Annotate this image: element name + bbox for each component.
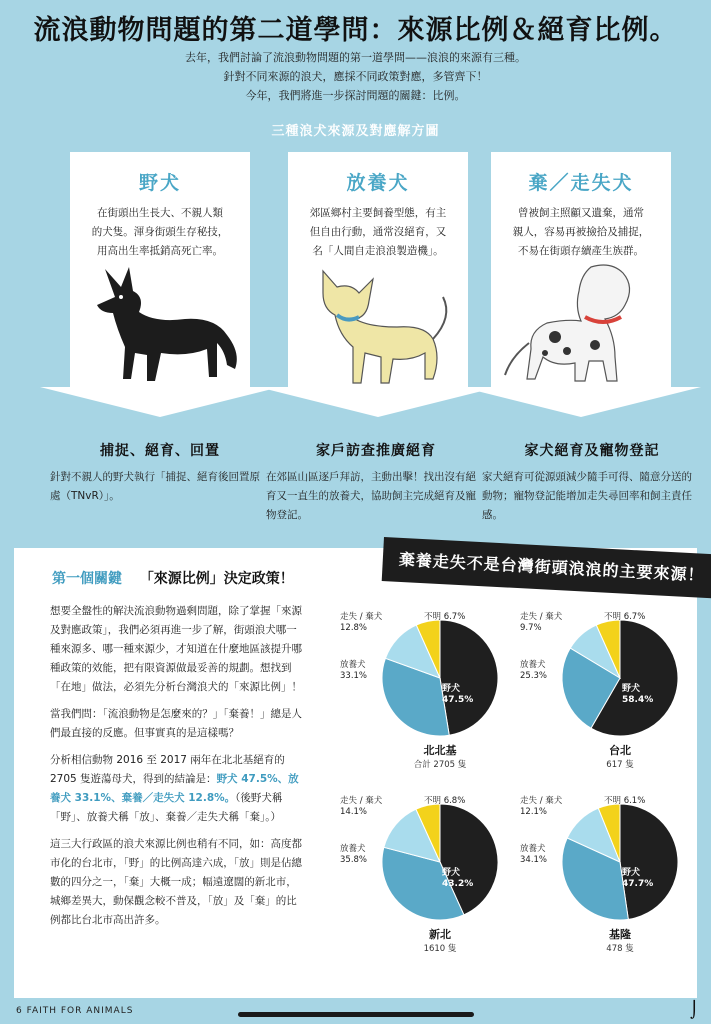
slice-name: 走失 / 棄犬: [340, 612, 383, 622]
slice-label: [520, 796, 562, 818]
slice-value: 43.2%: [442, 879, 474, 889]
slice-label: 不明 6.7%: [424, 612, 466, 622]
slice-name: 放養犬: [520, 844, 546, 854]
pie-chart-taipei: [520, 612, 690, 792]
source-name: 棄／走失犬: [528, 172, 634, 194]
panel-body-text: [50, 602, 302, 938]
slice-value: 14.1%: [340, 807, 368, 817]
slice-label: [340, 612, 382, 634]
solution-description: 在郊區山區逐戶拜訪，主動出擊！找出沒有絕育又一直生的放養犬，協助飼主完成絕育及寵物登記。: [266, 471, 476, 521]
solution-abandoned: [482, 440, 702, 525]
highlight-stats: 野犬 47.5%、放養犬 33.1%、棄養／走失犬 12.8%。: [50, 773, 299, 804]
slice-name: 放養犬: [340, 660, 366, 670]
desc-line: 在街頭出生長大、不親人類: [97, 207, 223, 219]
paragraph: 這三大行政區的浪犬來源比例也稍有不同，如：高度都市化的台北市，「野」的比例高達六成，「放」則是佔總數的四分之一，「棄」大概一成；幅遠遼闊的新北市，城鄉差異大，動保觀念較不普及，「放」及「棄」的比例都比台北市高出許多。: [50, 838, 302, 926]
slice-label: [520, 844, 547, 866]
pie-title: 北北基: [423, 744, 457, 757]
slice-name: 野犬: [622, 868, 641, 878]
slice-value: 47.7%: [622, 879, 654, 889]
footer-folio: 6 FAITH FOR ANIMALS: [16, 1006, 134, 1016]
solution-description: 家犬絕育可從源頭減少隨手可得、隨意分送的動物；寵物登記能增加走失尋回率和飼主責任感。: [482, 471, 692, 521]
pie-chart-keelung: [520, 796, 690, 976]
desc-line: 用高出生率抵銷高死亡率。: [97, 245, 223, 257]
intro-line: 去年，我們討論了流浪動物問題的第一道學問——浪浪的來源有三種。: [185, 51, 526, 64]
slice-name: 走失 / 棄犬: [520, 796, 563, 806]
pie-chart-north-total: [340, 612, 510, 792]
desc-line: 但自由行動，通常沒絕育，又: [309, 226, 447, 238]
slice-label: [340, 796, 382, 818]
slice-name: 放養犬: [520, 660, 546, 670]
pie-slice-0: [440, 620, 498, 735]
solution-title: 家犬絕育及寵物登記: [524, 443, 660, 459]
paragraph-text: （後野犬稱「野」、放養犬稱「放」、棄養／走失犬稱「棄」。）: [50, 792, 283, 823]
slice-label: [442, 684, 473, 706]
slice-label: [340, 660, 367, 682]
slice-value: 34.1%: [520, 855, 548, 865]
slice-name: 野犬: [442, 868, 461, 878]
slice-name: 走失 / 棄犬: [340, 796, 383, 806]
intro-text: [0, 48, 711, 105]
pie-slice-0: [620, 804, 678, 919]
desc-line: 的犬隻。渾身街頭生存秘技，: [91, 226, 229, 238]
intro-line: 針對不同來源的浪犬，應採不同政策對應，多管齊下！: [223, 70, 488, 83]
source-description: [40, 204, 280, 261]
paragraph: [50, 751, 302, 827]
pie-chart-new-taipei: [340, 796, 510, 976]
pie-total: 478 隻: [606, 944, 634, 954]
diagram-subheading: 三種浪犬來源及對應解方圖: [271, 124, 440, 139]
slice-value: 12.8%: [340, 623, 368, 633]
slice-value: 12.1%: [520, 807, 548, 817]
paragraph-text: 分析相信動物 2016 至 2017 兩年在北北基絕育的 2705 隻遊蕩母犬，得到的結論是：: [50, 754, 285, 785]
slice-label: [442, 868, 473, 890]
slice-label: [520, 612, 562, 634]
desc-line: 郊區鄉村主要飼養型態，有主: [309, 207, 447, 219]
slice-name: 野犬: [622, 684, 641, 694]
desc-line: 親人，容易再被撿拾及捕捉，: [512, 226, 650, 238]
black-dog-illustration: [75, 257, 245, 387]
slice-label: 不明 6.7%: [604, 612, 646, 622]
desc-line: 不易在街頭存續產生族群。: [518, 245, 644, 257]
source-name: 野犬: [138, 172, 181, 194]
headline-banner: 棄養走失不是台灣街頭浪浪的主要來源！: [382, 537, 711, 599]
slice-label: [520, 660, 547, 682]
pie-title: 新北: [429, 928, 451, 941]
pie-total: 617 隻: [606, 760, 634, 770]
key-title: 「來源比例」決定政策！: [139, 571, 294, 587]
slice-value: 25.3%: [520, 671, 548, 681]
solution-wild: [50, 440, 270, 506]
solution-title: 家戶訪查推廣絕育: [316, 443, 436, 459]
source-name: 放養犬: [346, 172, 410, 194]
source-card-wild: [40, 152, 280, 417]
paragraph: 想要全盤性的解決流浪動物過剩問題，除了掌握「來源及對應政策」，我們必須再進一步了解，街頭浪犬哪一種來源多、哪一種來源少，才知道在什麼地區該提升哪種政策的效能，把有限資源做最妥善的規劃。想找到「在地」做法，必須先分析台灣浪犬的「來源比例」！: [50, 605, 302, 693]
slice-value: 9.7%: [520, 623, 542, 633]
slice-value: 58.4%: [622, 695, 654, 705]
slice-label: 不明 6.1%: [604, 796, 646, 806]
slice-name: 野犬: [442, 684, 461, 694]
pie-total: 1610 隻: [423, 944, 457, 954]
slice-name: 放養犬: [340, 844, 366, 854]
slice-label: [340, 844, 367, 866]
desc-line: 名「人間自走浪浪製造機」。: [312, 245, 444, 257]
solution-description: 針對不親人的野犬執行「捕捉、絕育後回置原處（TNvR）」。: [50, 471, 260, 502]
slice-label: [622, 684, 653, 706]
source-card-abandoned: [475, 152, 711, 417]
home-indicator[interactable]: [238, 1012, 474, 1017]
slice-name: 走失 / 棄犬: [520, 612, 563, 622]
panel-heading: [52, 568, 294, 588]
source-description: [461, 204, 701, 261]
slice-value: 33.1%: [340, 671, 368, 681]
pie-title: 台北: [609, 744, 631, 757]
intro-line: 今年，我們將進一步探討問題的關鍵：比例。: [245, 89, 466, 102]
slice-label: [622, 868, 653, 890]
slice-value: 35.8%: [340, 855, 368, 865]
paragraph: 當我們問：「流浪動物是怎麼來的？」「棄養！」總是人們最直接的反應。但事實真的是這樣嗎？: [50, 708, 302, 739]
key-label: 第一個關鍵: [52, 571, 122, 587]
desc-line: 曾被飼主照顧又遺棄，通常: [518, 207, 644, 219]
pie-total: 合計 2705 隻: [413, 760, 467, 770]
solution-free-roaming: [266, 440, 486, 525]
page-title: 流浪動物問題的第二道學問：來源比例＆絕育比例。: [33, 15, 678, 46]
pie-title: 基隆: [609, 928, 631, 941]
slice-value: 47.5%: [442, 695, 474, 705]
page-curl-icon: ⌡: [690, 1000, 699, 1019]
slice-label: 不明 6.8%: [424, 796, 466, 806]
solution-title: 捕捉、絕育、回置: [100, 443, 220, 459]
white-spotted-dog-illustration: [495, 257, 665, 387]
yellow-dog-illustration: [293, 257, 463, 387]
